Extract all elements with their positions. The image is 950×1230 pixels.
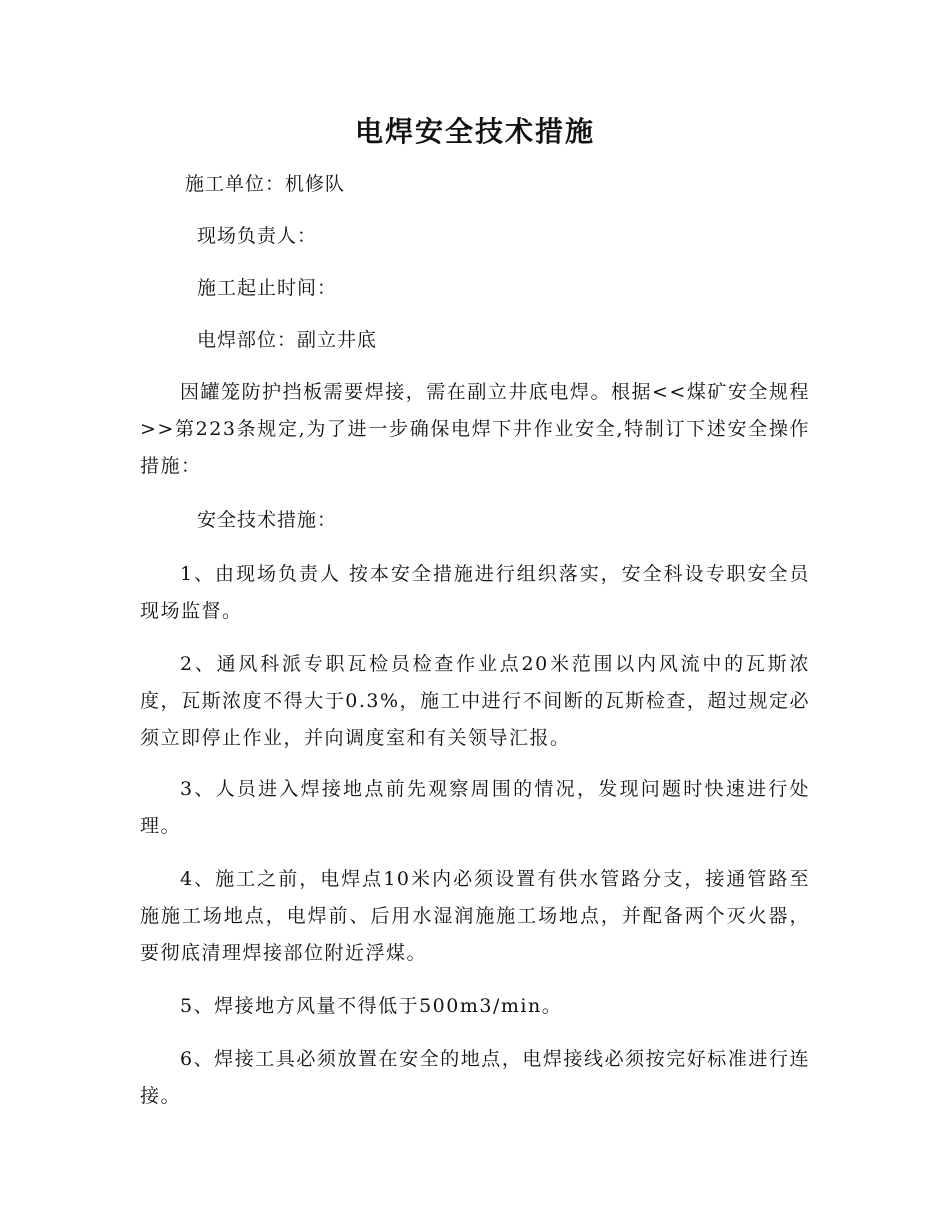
construction-unit: 施工单位：机修队 (185, 173, 346, 195)
measure-item: 6、焊接工具必须放置在安全的地点，电焊接线必须按完好标准进行连接。 (140, 1048, 810, 1107)
measure-item: 2、通风科派专职瓦检员检查作业点20米范围以内风流中的瓦斯浓度，瓦斯浓度不得大于0.3%，施工中进行不间断的瓦斯检查，超过规定必须立即停止作业，并向调度室和有关领导汇报。 (140, 653, 810, 749)
site-leader: 现场负责人： (197, 225, 318, 247)
measure-item: 1、由现场负责人 按本安全措施进行组织落实，安全科设专职安全员现场监督。 (140, 563, 810, 622)
document-title: 电焊安全技术措施 (354, 115, 595, 148)
measure-item: 4、施工之前，电焊点10米内必须设置有供水管路分支，接通管路至施施工场地点，电焊前、后用水湿润施施工场地点，并配备两个灭火器，要彻底清理焊接部位附近浮煤。 (140, 868, 810, 964)
construction-period: 施工起止时间： (197, 277, 338, 299)
section-heading: 安全技术措施： (197, 509, 338, 531)
welding-location: 电焊部位：副立井底 (197, 329, 378, 351)
measure-item: 5、焊接地方风量不得低于500m3/min。 (180, 995, 563, 1017)
intro-paragraph: 因罐笼防护挡板需要焊接，需在副立井底电焊。根据<<煤矿安全规程>>第223条规定,为了进一步确保电焊下井作业安全,特制订下述安全操作措施： (140, 381, 810, 477)
measure-item: 3、人员进入焊接地点前先观察周围的情况，发现问题时快速进行处理。 (140, 778, 810, 837)
